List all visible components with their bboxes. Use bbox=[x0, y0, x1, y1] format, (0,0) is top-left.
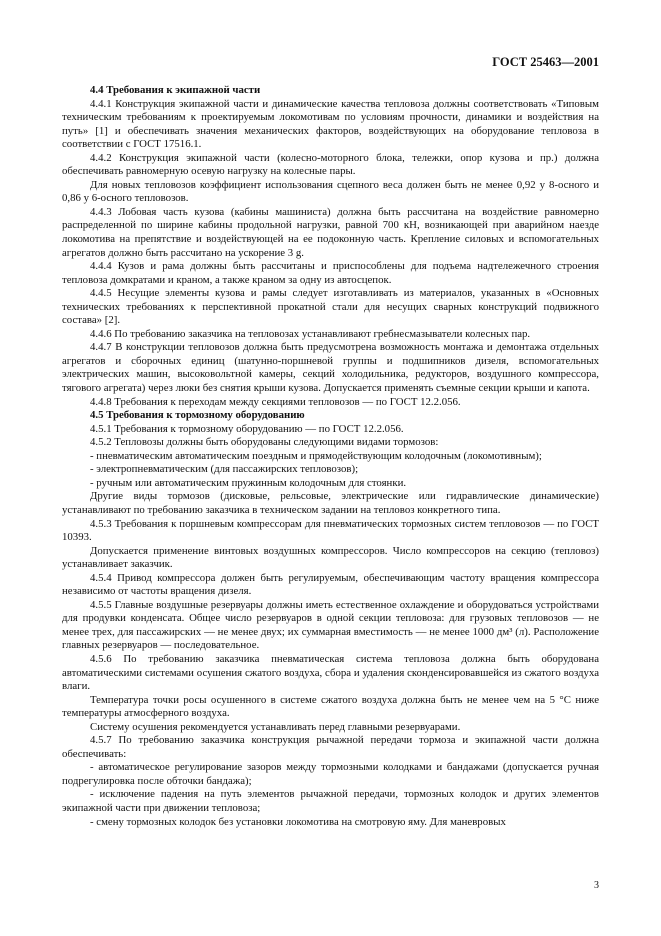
paragraph: 4.5.5 Главные воздушные резервуары должны иметь естественное охлаждение и оборудоваться устройствами для продувки конденсата. Общее число резервуаров в одной секции тепловоза: для грузовых тепловозов — не менее трех, для пассажирских — не менее двух; их суммарная вместимость — не менее 1000 дм³ (л). Расположение главных резервуаров — последовательное. bbox=[62, 598, 599, 652]
paragraph: 4.4.3 Лобовая часть кузова (кабины машиниста) должна быть рассчитана на воздействие равномерно распределенной по ширине кабины продольной нагрузки, равной 700 кН, возникающей при аварийном наезде локомотива на препятствие и воздействующей на ее подоконную часть. Крепление силовых и вспомогательных агрегатов должно быть рассчитано на ускорение 3 g. bbox=[62, 205, 599, 259]
document-code: ГОСТ 25463—2001 bbox=[492, 55, 599, 69]
paragraph: 4.4.8 Требования к переходам между секциями тепловозов — по ГОСТ 12.2.056. bbox=[90, 395, 461, 408]
paragraph: - смену тормозных колодок без установки локомотива на смотровую яму. Для маневровых bbox=[90, 815, 506, 828]
paragraph: 4.4.1 Конструкция экипажной части и динамические качества тепловоза должны соответствовать «Типовым техническим требованиям к проектируемым локомотивам по условиям прочности, динамики и воздействия на путь» [1] и обеспечивать значения механических факторов, воздействующих на оборудование тепловоза в соответствии с ГОСТ 17516.1. bbox=[62, 97, 599, 151]
paragraph: 4.5.4 Привод компрессора должен быть регулируемым, обеспечивающим частоту вращения компрессора независимо от частоты вращения дизеля. bbox=[62, 571, 599, 598]
paragraph: 4.4.6 По требованию заказчика на тепловозах устанавливают гребнесмазыватели колесных пар. bbox=[90, 327, 531, 340]
paragraph: Систему осушения рекомендуется устанавливать перед главными резервуарами. bbox=[90, 720, 461, 733]
paragraph: 4.4.5 Несущие элементы кузова и рамы следует изготавливать из материалов, указанных в «Основных технических требованиях к перспективной прокатной стали для несущих сварных конструкций подвижного состава» [2]. bbox=[62, 287, 599, 327]
paragraph: 4.5.6 По требованию заказчика пневматическая система тепловоза должна быть оборудована автоматическими системами осушения сжатого воздуха, сбора и удаления сконденсировавшейся из сжатого воздуха влаги. bbox=[62, 652, 599, 693]
section-heading: 4.4 Требования к экипажной части bbox=[90, 84, 261, 96]
paragraph: - пневматическим автоматическим поездным и прямодействующим колодочным (локомотивным); bbox=[90, 449, 542, 462]
document-body bbox=[62, 84, 599, 829]
paragraph: 4.5.1 Требования к тормозному оборудованию — по ГОСТ 12.2.056. bbox=[90, 422, 404, 435]
paragraph: 4.5.3 Требования к поршневым компрессорам для пневматических тормозных систем тепловозов — по ГОСТ 10393. bbox=[62, 517, 599, 544]
paragraph: Допускается применение винтовых воздушных компрессоров. Число компрессоров на секцию (тепловоз) устанавливает заказчик. bbox=[62, 544, 599, 571]
paragraph: - автоматическое регулирование зазоров между тормозными колодками и бандажами (допускается ручная подрегулировка после обточки бандажа); bbox=[62, 761, 599, 787]
paragraph: 4.4.7 В конструкции тепловозов должна быть предусмотрена возможность монтажа и демонтажа отдельных агрегатов и сборочных единиц (шатунно-поршневой группы и подшипников дизеля, вспомогательных электрических машин, высоковольтной камеры, секций холодильника, редукторов, воздушного компрессора, тягового агрегата) через люки без снятия крыши кузова. Допускается применять съемные секции крыши и капота. bbox=[62, 341, 599, 395]
paragraph: - исключение падения на путь элементов рычажной передачи, тормозных колодок и других элементов экипажной части при движении тепловоза; bbox=[62, 788, 599, 814]
paragraph: Температура точки росы осушенного в системе сжатого воздуха должна быть не менее чем на 5 °С ниже температуры атмосферного воздуха. bbox=[62, 693, 599, 720]
paragraph: 4.5.2 Тепловозы должны быть оборудованы следующими видами тормозов: bbox=[90, 436, 439, 449]
paragraph: Для новых тепловозов коэффициент использования сцепного веса должен быть не менее 0,92 у 8-осного и 0,86 у 6-осного тепловозов. bbox=[62, 178, 599, 205]
paragraph: 4.4.2 Конструкция экипажной части (колесно-моторного блока, тележки, опор кузова и пр.) должна обеспечивать равномерную осевую нагрузку на колесные пары. bbox=[62, 151, 599, 178]
paragraph: Другие виды тормозов (дисковые, рельсовые, электрические или гидравлические динамические) устанавливают по требованию заказчика в техническом задании на тепловоз конкретного типа. bbox=[62, 490, 599, 516]
paragraph: - электропневматическим (для пассажирских тепловозов); bbox=[90, 463, 359, 476]
paragraph: - ручным или автоматическим пружинным колодочным для стоянки. bbox=[90, 476, 407, 489]
paragraph: 4.5.7 По требованию заказчика конструкция рычажной передачи тормоза и экипажной части должна обеспечивать: bbox=[62, 734, 599, 760]
page-number: 3 bbox=[594, 880, 599, 891]
section-heading: 4.5 Требования к тормозному оборудованию bbox=[90, 409, 305, 422]
paragraph: 4.4.4 Кузов и рама должны быть рассчитаны и приспособлены для подъема надтележечного строения тепловоза домкратами и краном, а также краном за одну из автосцепок. bbox=[62, 260, 599, 286]
